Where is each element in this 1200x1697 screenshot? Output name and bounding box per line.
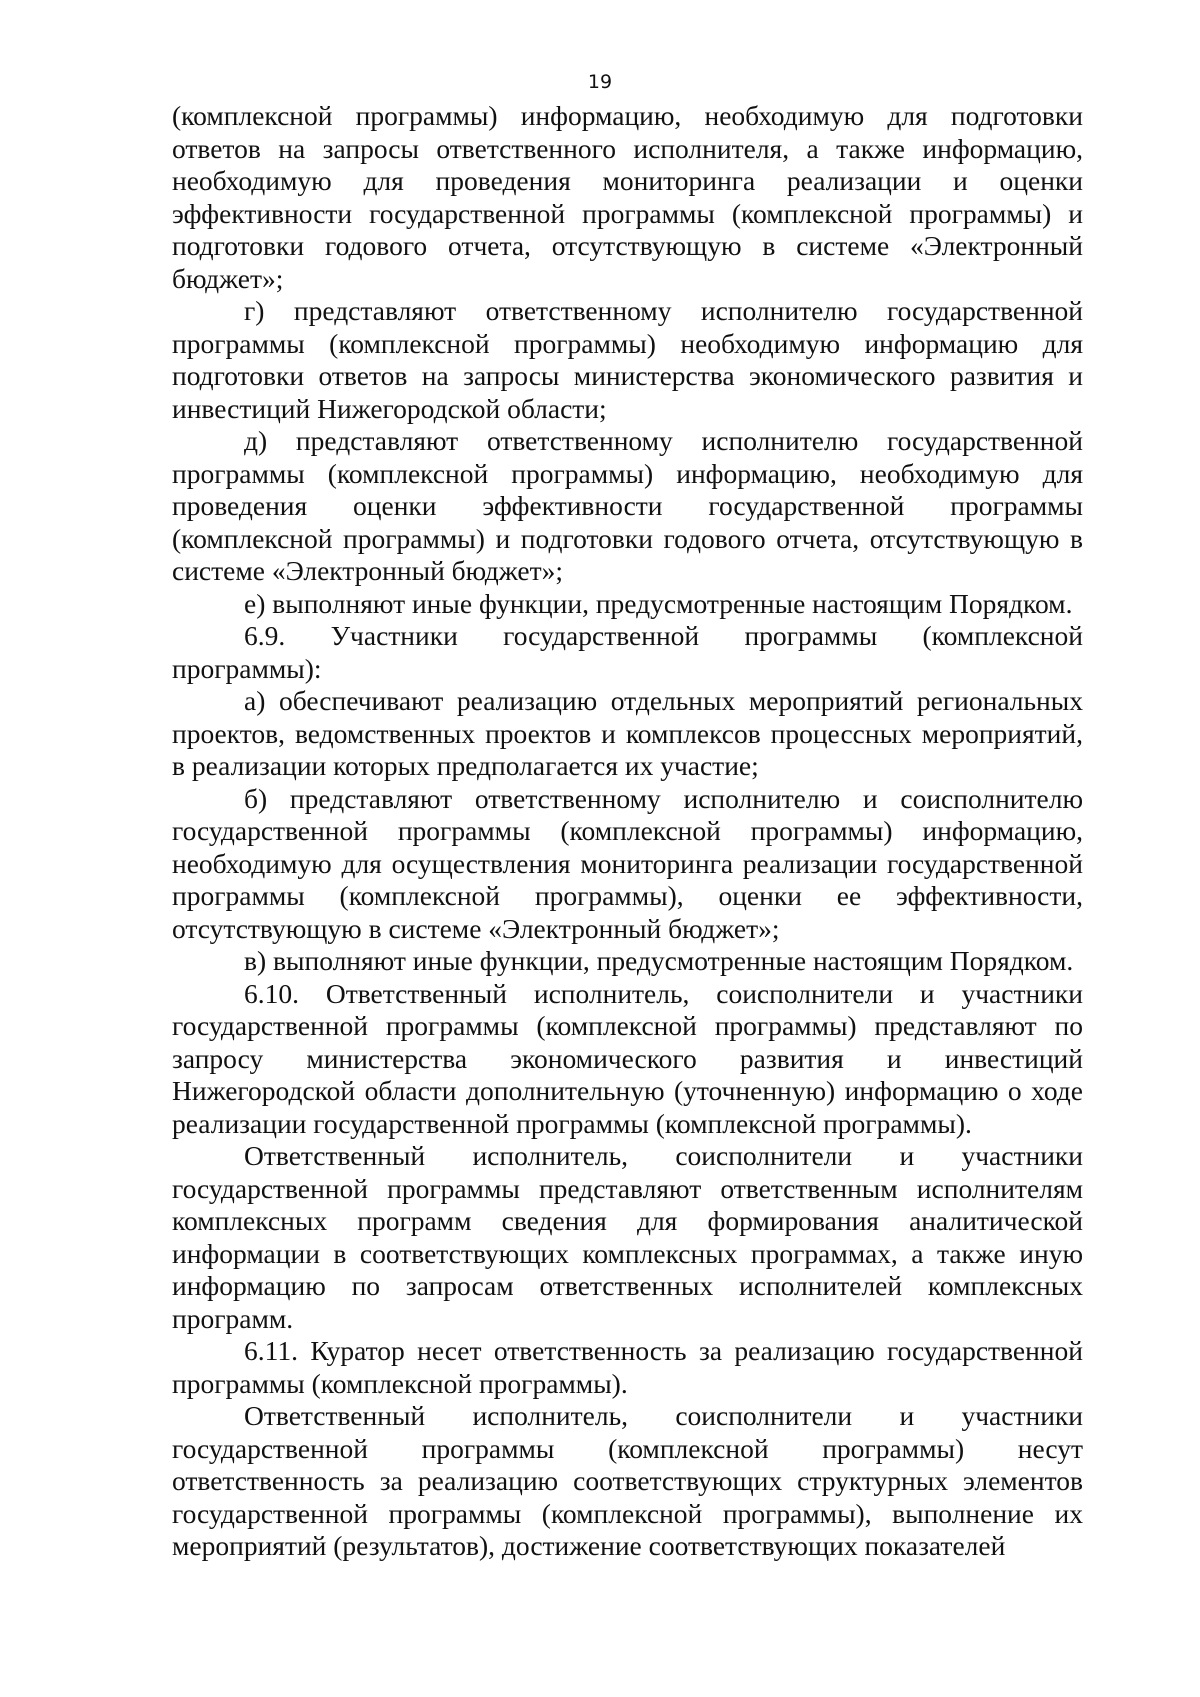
paragraph-section-6-11: 6.11. Куратор несет ответственность за реализацию государственной программы (комплексной программы).: [172, 1335, 1083, 1399]
paragraph-item-a: а) обеспечивают реализацию отдельных мероприятий региональных проектов, ведомственных проектов и комплексов процессных мероприятий, в реализации которых предполагается их участие;: [172, 685, 1083, 781]
paragraph-item-b: б) представляют ответственному исполнителю и соисполнителю государственной программы (комплексной программы) информацию, необходимую для осуществления мониторинга реализации государственной программы (комплексной программы), оценки ее эффективности, отсутствующую в системе «Электронный бюджет»;: [172, 782, 1083, 944]
paragraph-item-g: г) представляют ответственному исполнителю государственной программы (комплексной программы) необходимую информацию для подготовки ответов на запросы министерства экономического развития и инвестиций Нижегородской области;: [172, 295, 1083, 424]
paragraph-responsible-executors: Ответственный исполнитель, соисполнители и участники государственной программы представляют ответственным исполнителям комплексных программ сведения для формирования аналитической информации в соответствующих комплексных программах, а также иную информацию по запросам ответственных исполнителей комплексных программ.: [172, 1140, 1083, 1334]
page-number: 19: [587, 71, 613, 93]
paragraph-responsibility: Ответственный исполнитель, соисполнители и участники государственной программы (комплексной программы) несут ответственность за реализацию соответствующих структурных элементов государственной программы (комплексной программы), выполнение их мероприятий (результатов), достижение соответствующих показателей: [172, 1400, 1083, 1561]
paragraph-item-v: в) выполняют иные функции, предусмотренные настоящим Порядком.: [244, 945, 1074, 976]
paragraph-item-e: е) выполняют иные функции, предусмотренные настоящим Порядком.: [244, 587, 1073, 619]
paragraph-continuation: (комплексной программы) информацию, необходимую для подготовки ответов на запросы ответственного исполнителя, а также информацию, необходимую для проведения мониторинга реализации и оценки эффективности государственной программы (комплексной программы) и подготовки годового отчета, отсутствующую в системе «Электронный бюджет»;: [172, 100, 1083, 294]
body-text: [172, 100, 1083, 1563]
paragraph-section-6-9: 6.9. Участники государственной программы (комплексной программы):: [172, 620, 1083, 684]
paragraph-section-6-10: 6.10. Ответственный исполнитель, соисполнители и участники государственной программы (комплексной программы) представляют по запросу министерства экономического развития и инвестиций Нижегородской области дополнительную (уточненную) информацию о ходе реализации государственной программы (комплексной программы).: [172, 977, 1083, 1139]
paragraph-item-d: д) представляют ответственному исполнителю государственной программы (комплексной программы) информацию, необходимую для проведения оценки эффективности государственной программы (комплексной программы) и подготовки годового отчета, отсутствующую в системе «Электронный бюджет»;: [172, 425, 1083, 586]
